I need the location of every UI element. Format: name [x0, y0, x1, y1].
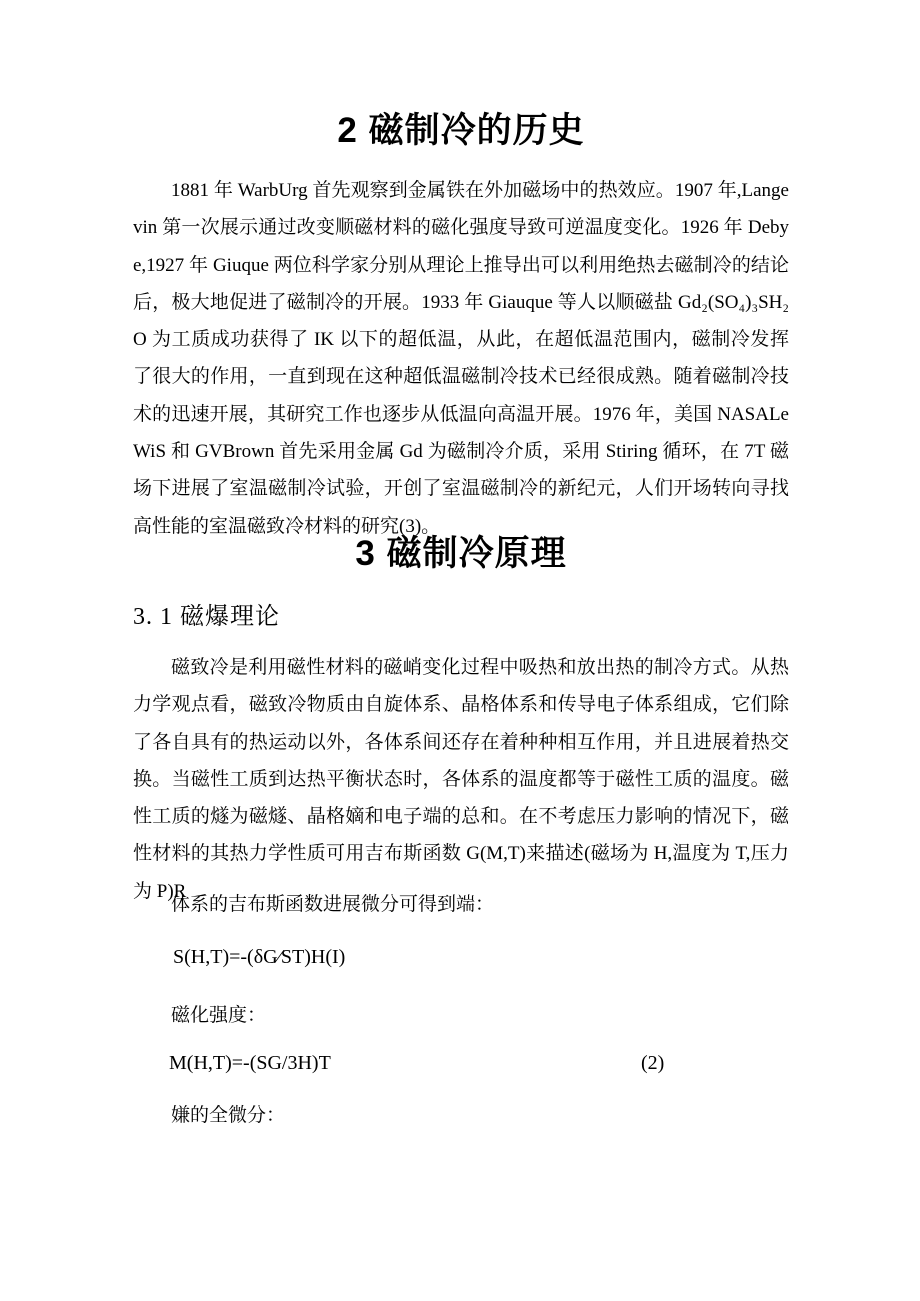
section-2-heading: 2 磁制冷的历史 [337, 111, 585, 150]
gibbs-differential-line: 体系的吉布斯函数进展微分可得到端： [171, 894, 495, 915]
subsection-3-1-heading: 3. 1 磁爆理论 [133, 604, 280, 630]
principle-paragraph: 磁致冷是利用磁性材料的磁峭变化过程中吸热和放出热的制冷方式。从热力学观点看，磁致冷物质由自旋体系、晶格体系和传导电子体系组成，它们除了各自具有的热运动以外，各体系间还存在着种种相互作用，并且进展着热交换。当磁性工质到达热平衡状态时，各体系的温度都等于磁性工质的温度。磁性工质的燧为磁燧、晶格嫡和电子端的总和。在不考虑压力影响的情况下，磁性材料的其热力学性质可用吉布斯函数 G(M,T)来描述(磁场为 H,温度为 T,压力为 P)R [133, 657, 789, 902]
equation-number: (2) [641, 1052, 665, 1074]
section-3-heading: 3 磁制冷原理 [355, 534, 567, 573]
magnetization-formula: M(H,T)=-(SG/3H)T [169, 1052, 331, 1074]
entropy-formula: S(H,T)=-(δG⁄ST)H(I) [173, 946, 346, 968]
document-content-area [133, 0, 789, 1301]
magnetization-label: 磁化强度： [171, 1005, 267, 1026]
differential-label: 嫌的全微分： [171, 1105, 286, 1126]
history-paragraph: 1881 年 WarbUrg 首先观察到金属铁在外加磁场中的热效应。1907 年,Langevin 第一次展示通过改变顺磁材料的磁化强度导致可逆温度变化。1926 年 Debye,1927 年 Giuque 两位科学家分别从理论上推导出可以利用绝热去磁制冷的结论后，极大地促进了磁制冷的开展。1933 年 Giauque 等人以顺磁盐 Gd₂(SO₄)₃SH₂O 为工质成功获得了 IK 以下的超低温，从此，在超低温范围内，磁制冷发挥了很大的作用，一直到现在这种超低温磁制冷技术已经很成熟。随着磁制冷技术的迅速开展，其研究工作也逐步从低温向高温开展。1976 年，美国 NASALeWiS 和 GVBrown 首先采用金属 Gd 为磁制冷介质，采用 Stiring 循环，在 7T 磁场下进展了室温磁制冷试验，开创了室温磁制冷的新纪元，人们开场转向寻找高性能的室温磁致冷材料的研究(3)。 [133, 180, 789, 537]
